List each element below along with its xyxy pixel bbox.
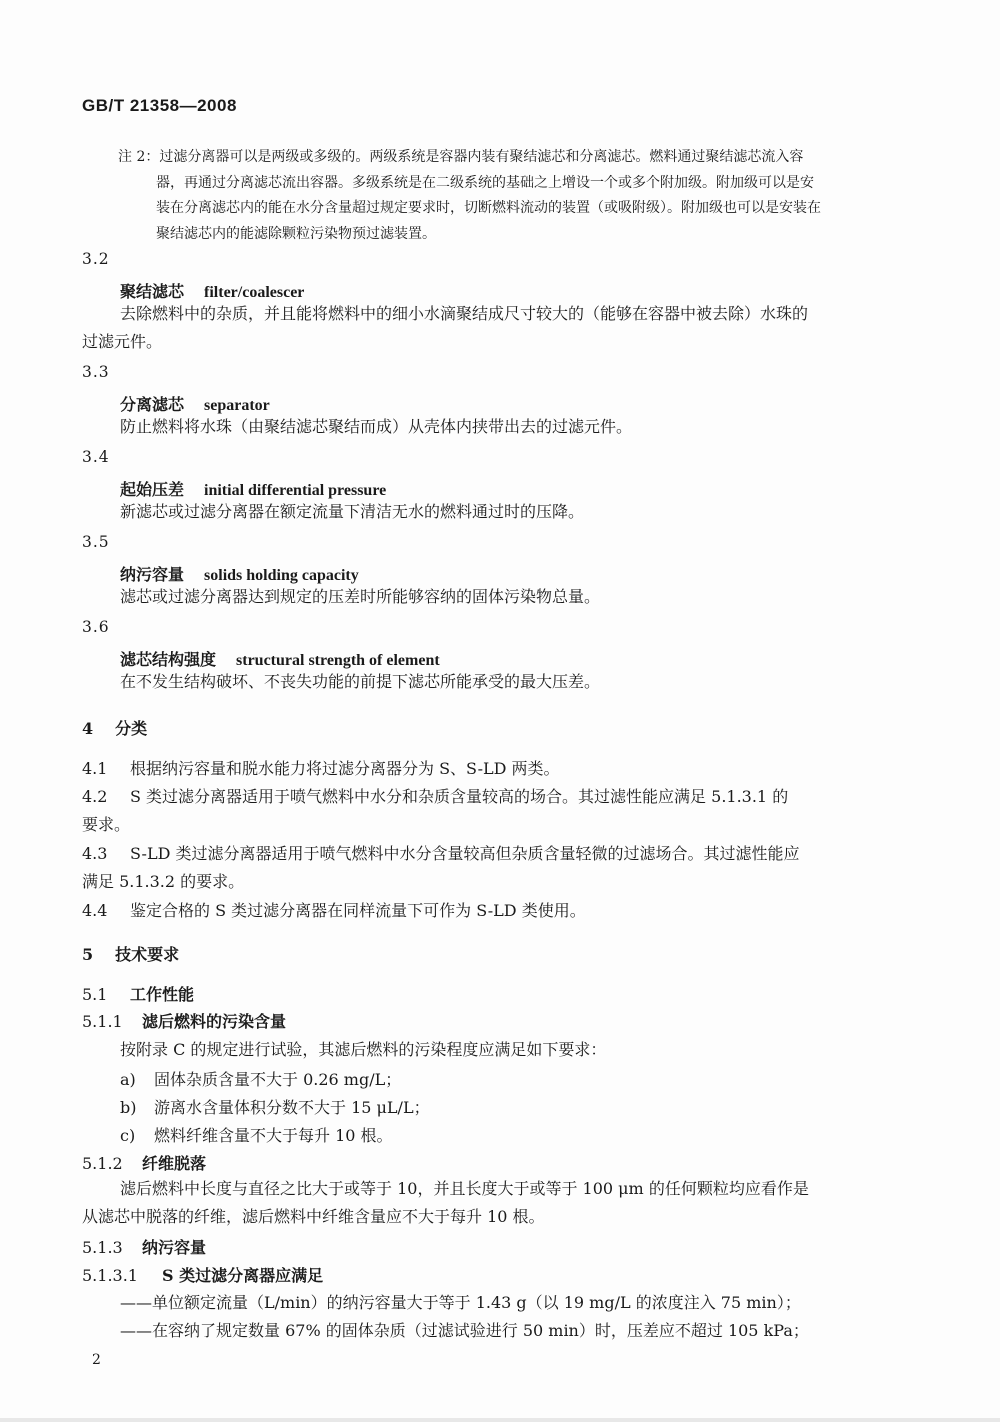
dash-item-1: ——单位额定流量（L/min）的纳污容量大于等于 1.43 g（以 19 mg/L 的浓度注入 75 min）； bbox=[120, 1293, 801, 1312]
body-line-1: 滤后燃料中长度与直径之比大于或等于 10，并且长度大于或等于 100 μm 的任何颗粒均应看作是 bbox=[120, 1179, 809, 1198]
note-line-2: 器，再通过分离滤芯流出容器。多级系统是在二级系统的基础之上增设一个或多个附加级。附加级可以是安 bbox=[156, 174, 814, 191]
section-number: 5 bbox=[82, 945, 94, 964]
definition-line-1: 在不发生结构破坏、不丧失功能的前提下滤芯所能承受的最大压差。 bbox=[120, 672, 601, 691]
note-line-1 bbox=[118, 145, 898, 171]
clause-text: S 类过滤分离器适用于喷气燃料中水分和杂质含量较高的场合。其过滤性能应满足 5.1.3.1 的 bbox=[130, 787, 789, 806]
term-en: structural strength of element bbox=[236, 652, 440, 669]
requirement-item-c bbox=[120, 1123, 393, 1146]
clause-5-1-2 bbox=[82, 1150, 902, 1178]
clause-number-3-4: 3.4 bbox=[82, 448, 110, 466]
term-en: filter/coalescer bbox=[204, 284, 305, 301]
item-label: c) bbox=[120, 1126, 136, 1145]
note-line-3: 装在分离滤芯内的能在水分含量超过规定要求时，切断燃料流动的装置（或吸附级）。附加级也可以是安装在 bbox=[156, 200, 821, 216]
term-definition-3-6 bbox=[82, 668, 902, 696]
definition-line-1: 滤芯或过滤分离器达到规定的压差时所能够容纳的固体污染物总量。 bbox=[120, 587, 601, 606]
clause-title: 纤维脱落 bbox=[142, 1154, 207, 1173]
clause-number: 5.1.1 bbox=[82, 1012, 123, 1031]
clause-title: 滤后燃料的污染含量 bbox=[142, 1012, 287, 1031]
requirement-item-b bbox=[120, 1095, 430, 1118]
intro-text: 按附录 C 的规定进行试验，其滤后燃料的污染程度应满足如下要求： bbox=[120, 1040, 607, 1059]
clause-4-1 bbox=[82, 755, 902, 783]
note-label: 注 2： bbox=[118, 149, 160, 165]
term-cn: 聚结滤芯 bbox=[120, 282, 185, 301]
clause-5-1-1 bbox=[82, 1008, 902, 1036]
term-en: separator bbox=[204, 397, 270, 414]
item-label: a) bbox=[120, 1070, 136, 1089]
term-cn: 纳污容量 bbox=[120, 565, 185, 584]
body-line-2: 从滤芯中脱落的纤维，滤后燃料中纤维含量应不大于每升 10 根。 bbox=[82, 1207, 545, 1226]
term-cn: 起始压差 bbox=[120, 480, 185, 499]
clause-text: 鉴定合格的 S 类过滤分离器在同样流量下可作为 S-LD 类使用。 bbox=[130, 901, 586, 920]
clause-number: 5.1 bbox=[82, 985, 108, 1004]
clause-number: 4.2 bbox=[82, 787, 108, 806]
page-bottom-edge bbox=[0, 1418, 1000, 1422]
clause-number: 4.1 bbox=[82, 759, 108, 778]
section-title: 技术要求 bbox=[115, 945, 180, 964]
term-heading-3-3 bbox=[120, 392, 270, 415]
note-text-1: 过滤分离器可以是两级或多级的。两级系统是容器内装有聚结滤芯和分离滤芯。燃料通过聚结滤芯流入容 bbox=[159, 149, 804, 165]
note-2 bbox=[118, 145, 898, 247]
clause-number-3-6: 3.6 bbox=[82, 618, 110, 636]
note-line-4: 聚结滤芯内的能滤除颗粒污染物预过滤装置。 bbox=[156, 225, 436, 242]
term-definition-3-4 bbox=[82, 498, 902, 526]
clause-5-1-1-intro bbox=[82, 1036, 902, 1064]
clause-text: 根据纳污容量和脱水能力将过滤分离器分为 S、S-LD 两类。 bbox=[130, 759, 560, 778]
clause-number: 5.1.2 bbox=[82, 1154, 123, 1173]
clause-text-line-2: 要求。 bbox=[82, 815, 131, 834]
definition-line-1: 去除燃料中的杂质，并且能将燃料中的细小水滴聚结成尺寸较大的（能够在容器中被去除）水珠的 bbox=[120, 304, 809, 323]
item-text: 燃料纤维含量不大于每升 10 根。 bbox=[154, 1126, 393, 1145]
clause-number: 4.4 bbox=[82, 901, 108, 920]
clause-title: S 类过滤分离器应满足 bbox=[162, 1266, 324, 1285]
section-title: 分类 bbox=[115, 719, 148, 738]
clause-text-line-2: 满足 5.1.3.2 的要求。 bbox=[82, 872, 245, 891]
term-heading-3-6 bbox=[120, 647, 440, 670]
term-definition-3-2 bbox=[82, 300, 902, 356]
dash-item-2: ——在容纳了规定数量 67% 的固体杂质（过滤试验进行 50 min）时，压差应不超过 105 kPa； bbox=[120, 1321, 809, 1340]
item-text: 游离水含量体积分数不大于 15 μL/L； bbox=[154, 1098, 430, 1117]
clause-number: 5.1.3 bbox=[82, 1238, 123, 1257]
clause-5-1-3-1 bbox=[82, 1262, 902, 1290]
item-label: b) bbox=[120, 1098, 137, 1117]
clause-text: S-LD 类过滤分离器适用于喷气燃料中水分含量较高但杂质含量轻微的过滤场合。其过滤性能应 bbox=[130, 844, 800, 863]
clause-5-1-3-1-body bbox=[82, 1289, 902, 1345]
section-heading-4 bbox=[82, 716, 147, 739]
term-heading-3-5 bbox=[120, 562, 359, 585]
clause-4-3 bbox=[82, 840, 902, 896]
term-en: solids holding capacity bbox=[204, 567, 359, 584]
clause-number: 5.1.3.1 bbox=[82, 1266, 138, 1285]
page-number: 2 bbox=[92, 1352, 101, 1368]
clause-title: 纳污容量 bbox=[142, 1238, 207, 1257]
clause-number: 4.3 bbox=[82, 844, 108, 863]
clause-4-4 bbox=[82, 897, 902, 925]
term-definition-3-3 bbox=[82, 413, 902, 441]
definition-line-1: 防止燃料将水珠（由聚结滤芯聚结而成）从壳体内挟带出去的过滤元件。 bbox=[120, 417, 633, 436]
term-definition-3-5 bbox=[82, 583, 902, 611]
clause-title: 工作性能 bbox=[130, 985, 195, 1004]
section-heading-5 bbox=[82, 942, 179, 965]
clause-number-3-5: 3.5 bbox=[82, 533, 110, 551]
requirement-item-a bbox=[120, 1067, 401, 1090]
definition-line-2: 过滤元件。 bbox=[82, 332, 163, 351]
definition-line-1: 新滤芯或过滤分离器在额定流量下清洁无水的燃料通过时的压降。 bbox=[120, 502, 585, 521]
section-number: 4 bbox=[82, 719, 94, 738]
clause-5-1-2-body bbox=[82, 1175, 902, 1231]
term-heading-3-4 bbox=[120, 477, 386, 500]
clause-5-1-3 bbox=[82, 1234, 902, 1262]
clause-4-2 bbox=[82, 783, 902, 839]
term-heading-3-2 bbox=[120, 279, 304, 302]
clause-number-3-2: 3.2 bbox=[82, 250, 110, 268]
term-cn: 滤芯结构强度 bbox=[120, 650, 217, 669]
standard-number-header: GB/T 21358—2008 bbox=[82, 96, 237, 115]
term-cn: 分离滤芯 bbox=[120, 395, 185, 414]
term-en: initial differential pressure bbox=[204, 482, 387, 499]
clause-5-1 bbox=[82, 981, 902, 1009]
clause-number-3-3: 3.3 bbox=[82, 363, 110, 381]
item-text: 固体杂质含量不大于 0.26 mg/L； bbox=[154, 1070, 402, 1089]
